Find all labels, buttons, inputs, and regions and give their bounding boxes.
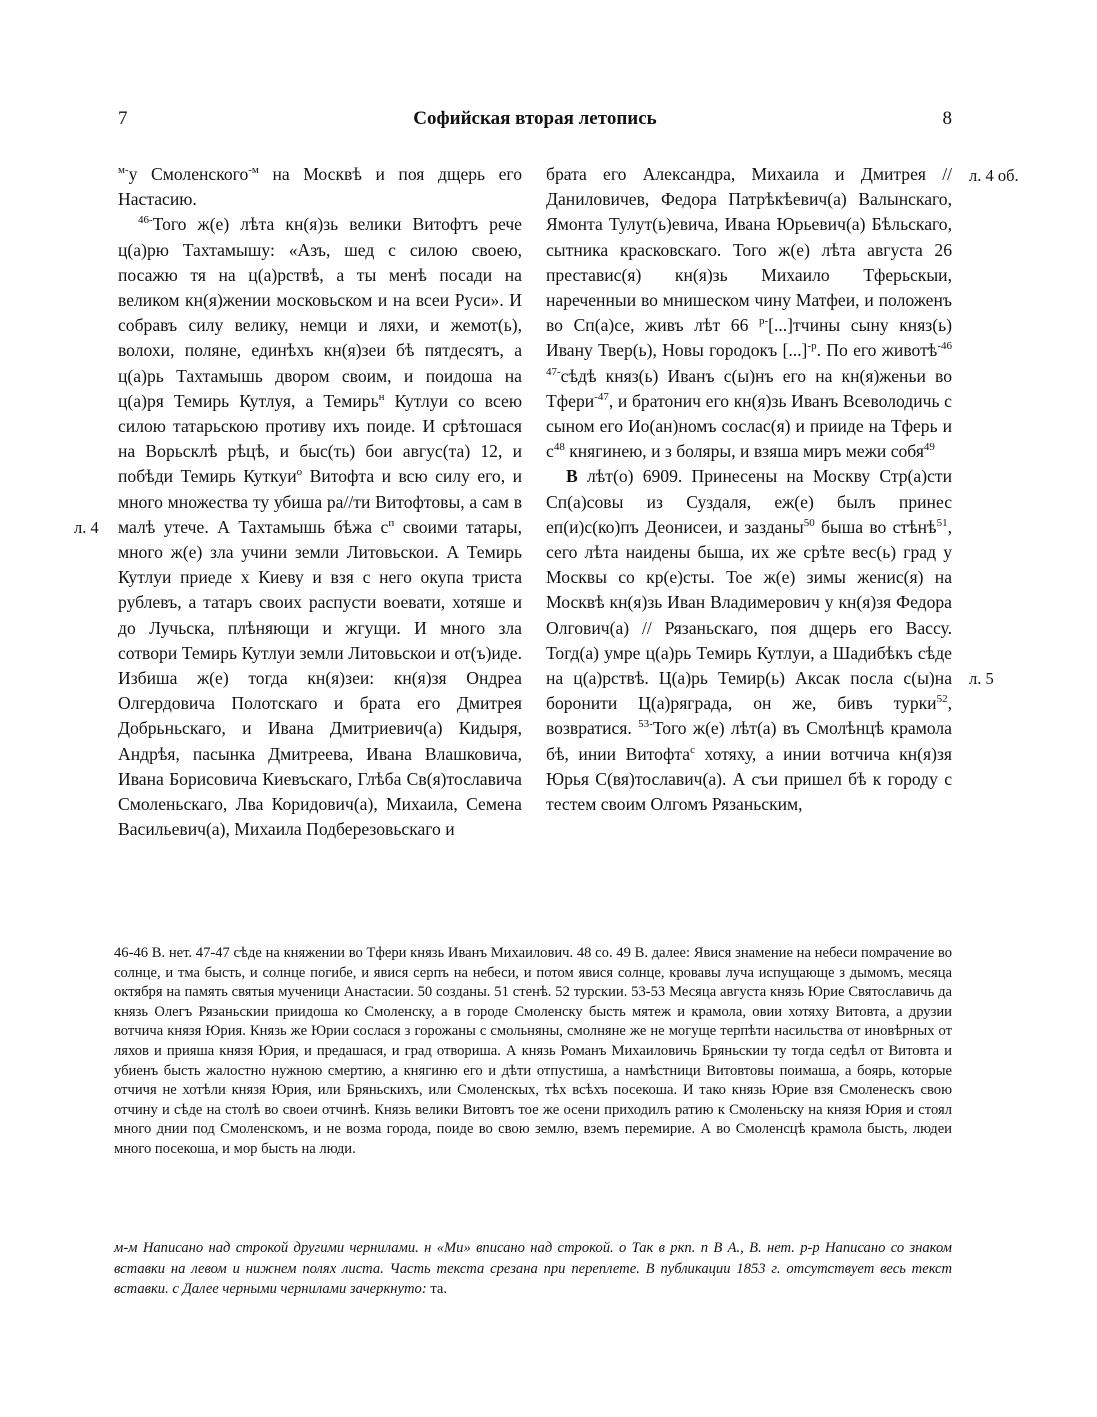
margin-note-leaf-4: л. 4	[74, 518, 99, 537]
margin-note-leaf-5: л. 5	[969, 669, 994, 688]
paragraph: $^{46-}$Того ж(е) лѣта кн(я)зь велики Витофтъ рече ц(а)рю Тахтамышу: «Азъ, шед с силою своею, посажю тя на ц(а)рствѣ, а ты менѣ посади на великом кн(я)жении московьском и на всеи Руси». И собравъ силу велику, немци и ляхи, и жемот(ь), волохи, поляне, единѣхъ кн(я)зеи бѣ пятдесятъ, а ц(а)рь Тахтамышь двором своим, и поидоша на ц(а)ря Темирь Кутлуя, а Темирь$^н$ Кутлуи со всею силою татарьскою противу ихъ поиде. И срѣтошася на Ворьсклѣ рѣцѣ, и быс(ть) бои авгус(та) 12, и побѣди Темирь Куткуи$^о$ Витофта и всю силу его, и много множества ту убиша ра//ти Витофтовы, а сам в малѣ утече. А Тахтамышь бѣжа $с^п$ своими татары, много ж(е) зла учини земли Литовьскои. А Темирь Кутлуи приеде х Киеву и взя с него окупа триста рублевъ, а татаръ своих распусти воевати, хотяше и до Лучьска, плѣняющи и жгущи. И много зла сотвори Темирь Кутлуи земли Литовьскои и от(ъ)иде. Избиша ж(е) тогда кн(я)зеи: кн(я)зя Ондреа Олгердовича Полотскаго и брата его Дмитрея Добрьньскаго, и Ивана Дмитриевич(а) Кидыря, Андрѣя, пасынка Дмитреева, Ивана Влашковича, Ивана Борисовича Киевъскаго, Глѣба Св(я)тославича Смоленьскаго, Лва Коридович(а), Михаила, Семена Васильевич(а), Михаила Подберезовьскаго и	[118, 214, 523, 840]
paragraph: В лѣт(о) 6909. Принесены на Москву Стр(а)сти Сп(а)совы из Суздаля, еж(е) былъ принес еп(и)с(ко)пъ Деонисеи, и зазданы$^{50}$ быша во стѣнѣ$^{51}$, сего лѣта наидены быша, их же срѣте вес(ь) град у Москвы со кр(е)сты. Тое ж(е) зимы женис(я) на Москвѣ кн(я)зь Иван Владимерович у кн(я)зя Федора Олгович(а) // Рязаньскаго, поя дщерь его Вассу. Тогд(а) умре ц(а)рь Темирь Кутлуи, а Шадибѣкъ сѣде на ц(а)рствѣ. Ц(а)рь Темир(ь) Аксак посла с(ы)на боронити Ц(а)ряграда, он же, бивъ турки$^{52}$, возвратися. $^{53-}$Того ж(е) лѣт(а) въ Смолѣнцѣ крамола бѣ, инии Витофта$^с$ хотяху, а инии вотчича кн(я)зя Юрья С(вя)тославич(а). А съи пришел бѣ к городу с тестем своим Олгомъ Рязаньским,	[546, 466, 952, 815]
right-column	[546, 162, 952, 817]
paragraph: $^{м-}$у Смоленского$^{-м}$ на Москвѣ и поя дщерь его Настасию.	[118, 164, 523, 210]
footnotes-textual	[114, 1238, 952, 1300]
footnote-text: 46-46 В. нет. 47-47 сѣде на княжении во Тфери князь Иванъ Михаилович. 48 со. 49 В. далее: Явися знамение на небеси помрачение во солнце, и тма бысть, и солнце погибе, и явися серпъ на небеси, и потом явися солнце, кровавы луча испущающе з дымомъ, месяца октября на память святыя мученици Анастасии. 50 созданы. 51 стенѣ. 52 турскии. 53-53 Месяца августа князь Юрие Святославичь да князь Олегъ Рязаньскии приидоша ко Смоленску, а в городе Смоленску бысть мятеж и крамола, овии хотяху Витовта, а друзии вотчича князя Юрия. Князь же Юрии сослася з горожаны с смольняны, смолняне же не могуще терпѣти насильства от иновѣрных от ляхов и прияша князя Юрия, и предашася, и град отвориша. А князь Романъ Михаиловичь Бряньскии ту тогда седѣл от Витовта и убиенъ бысть жалостно нужною смертию, а княгиню его и дѣти отпустиша, а намѣстници Витовтовы поимаша, а боярь, которые отчичя не хотѣли князя Юрия, или Бряньскихъ, или Смоленскых, тѣх всѣхъ посекоша. И тако князь Юрие взя Смоленескъ свою отчину и сѣде на столѣ во своеи отчинѣ. Князь велики Витовтъ тое же осени приходилъ ратию к Смоленьску на князя Юрия и стоял много днии под Смоленскомъ, и не возма города, поиде во свою землю, вземъ перемирие. А во Смоленсцѣ крамола бысть, людеи много посекоша, и мор бысть на люди.	[114, 945, 952, 1157]
footnotes-variants	[114, 944, 952, 1160]
running-title: Софийская вторая летопись	[413, 108, 657, 129]
margin-note-leaf-4-verso: л. 4 об.	[969, 166, 1019, 185]
paragraph: брата его Александра, Михаила и Дмитрея // Даниловичев, Федора Патрѣкѣевич(а) Валынскаго, Ямонта Тулут(ь)евича, Ивана Юрьевич(а) Бѣльскаго, сытника красковскаго. Того ж(е) лѣта августа 26 преставис(я) кн(я)зь Михаило Тферьскыи, нареченныи во мнишеском чину Матфеи, и положенъ во Сп(а)се, живъ лѣт 66 $^{р-}$[...]тчины сыну княз(ь) Ивану Твер(ь), Новы городокъ [...]$^{-р}$. По его животѣ$^{-46}$ $^{47-}$сѣдѣ княз(ь) Иванъ с(ы)нъ его на кн(я)женьи во Тфери$^{-47}$, и братонич его кн(я)зь Иванъ Всеволодичь с сыном его Ио(ан)номъ сослас(я) и прииде на Тферь и $с^{48}$ княгинею, и з боляры, и взяша миръ межи собя$^{49}$	[546, 164, 952, 462]
running-header	[118, 108, 952, 138]
left-column	[118, 162, 522, 842]
page-number-right: 8	[942, 108, 952, 129]
footnote-text: м-м Написано над строкой другими чернилами. н «Ми» вписано над строкой. о Так в ркп. п В А., В. нет. р-р Написано со знаком вставки на левом и нижнем полях листа. Часть текста срезана при переплете. В публикации 1853 г. отсутствует весь текст вставки. с Далее черными чернилами зачеркнуто: та.	[114, 1240, 952, 1297]
page-number-left: 7	[118, 108, 128, 129]
